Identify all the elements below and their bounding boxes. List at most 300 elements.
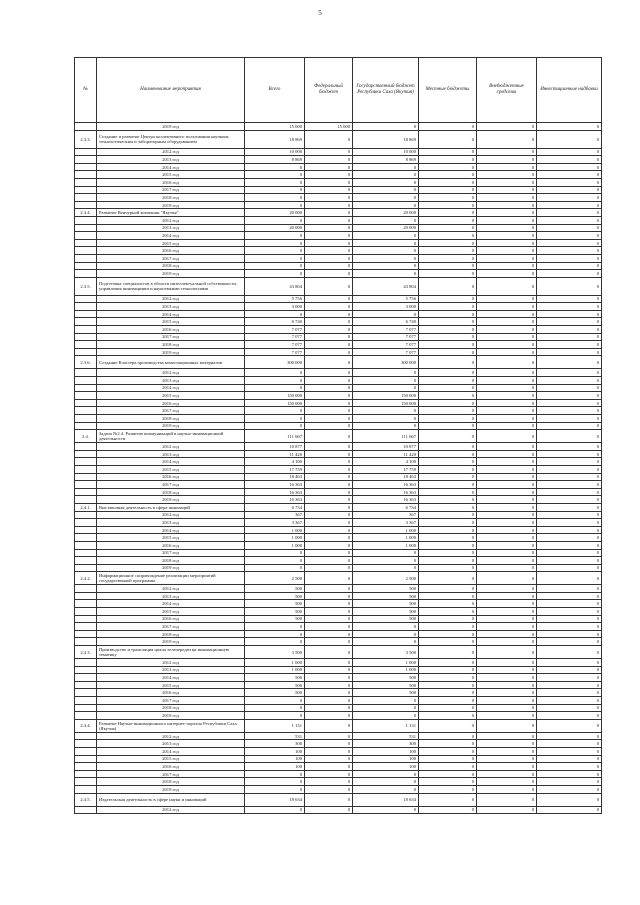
cell-extrabudget: 0 (477, 496, 537, 504)
cell-code (75, 254, 97, 262)
cell-name: 2015 год (97, 171, 245, 179)
cell-republic: 300 000 (353, 356, 419, 369)
table-row (75, 422, 602, 430)
cell-local: 0 (419, 232, 477, 240)
cell-federal: 0 (305, 519, 353, 527)
cell-investment: 0 (537, 369, 602, 377)
cell-investment: 0 (537, 430, 602, 443)
cell-local: 0 (419, 148, 477, 156)
cell-local: 0 (419, 369, 477, 377)
cell-extrabudget: 0 (477, 747, 537, 755)
cell-total: 0 (245, 770, 305, 778)
cell-investment: 0 (537, 303, 602, 311)
cell-local: 0 (419, 778, 477, 786)
table-row (75, 793, 602, 806)
cell-extrabudget: 0 (477, 318, 537, 326)
cell-code (75, 785, 97, 793)
cell-local: 0 (419, 615, 477, 623)
cell-federal: 0 (305, 770, 353, 778)
cell-local: 0 (419, 747, 477, 755)
cell-republic: 0 (353, 770, 419, 778)
cell-republic: 20 000 (353, 224, 419, 232)
cell-investment: 0 (537, 318, 602, 326)
cell-federal: 0 (305, 178, 353, 186)
cell-extrabudget: 0 (477, 659, 537, 667)
cell-name: 2012 год (97, 659, 245, 667)
cell-federal: 0 (305, 458, 353, 466)
cell-local: 0 (419, 473, 477, 481)
cell-extrabudget: 0 (477, 646, 537, 659)
cell-republic: 531 (353, 732, 419, 740)
cell-investment: 0 (537, 171, 602, 179)
cell-federal: 0 (305, 369, 353, 377)
cell-total: 0 (245, 549, 305, 557)
cell-name: 2018 год (97, 194, 245, 202)
cell-investment: 0 (537, 216, 602, 224)
cell-republic: 6 734 (353, 503, 419, 511)
cell-investment: 0 (537, 465, 602, 473)
cell-code (75, 585, 97, 593)
cell-republic: 7 077 (353, 333, 419, 341)
cell-name: 2012 год (97, 295, 245, 303)
cell-federal: 0 (305, 399, 353, 407)
cell-name: 2012 год (97, 806, 245, 814)
table-row (75, 130, 602, 148)
table-row (75, 148, 602, 156)
cell-total: 500 (245, 615, 305, 623)
cell-code (75, 171, 97, 179)
cell-total: 2 500 (245, 572, 305, 585)
cell-local: 0 (419, 623, 477, 631)
cell-total: 500 (245, 608, 305, 616)
cell-total: 0 (245, 407, 305, 415)
table-row (75, 732, 602, 740)
table-row (75, 194, 602, 202)
cell-investment: 0 (537, 704, 602, 712)
cell-extrabudget: 0 (477, 216, 537, 224)
table-row (75, 216, 602, 224)
cell-republic: 500 (353, 674, 419, 682)
cell-total: 100 (245, 755, 305, 763)
table-row (75, 763, 602, 771)
cell-investment: 0 (537, 615, 602, 623)
header-row (75, 58, 602, 123)
cell-name: Развитие Венчурной компании "Якутия" (97, 209, 245, 217)
cell-total: 0 (245, 232, 305, 240)
cell-name: 2015 год (97, 318, 245, 326)
cell-code (75, 341, 97, 349)
cell-federal: 0 (305, 384, 353, 392)
cell-code (75, 377, 97, 385)
cell-name: 2013 год (97, 450, 245, 458)
cell-investment: 0 (537, 148, 602, 156)
cell-code (75, 770, 97, 778)
table-row (75, 564, 602, 572)
cell-republic: 0 (353, 778, 419, 786)
cell-extrabudget: 0 (477, 488, 537, 496)
cell-extrabudget: 0 (477, 163, 537, 171)
cell-federal: 0 (305, 430, 353, 443)
cell-name: 2012 год (97, 511, 245, 519)
cell-total: 0 (245, 638, 305, 646)
cell-federal: 0 (305, 377, 353, 385)
cell-local: 0 (419, 216, 477, 224)
cell-extrabudget: 0 (477, 326, 537, 334)
cell-extrabudget: 0 (477, 232, 537, 240)
cell-name: 2014 год (97, 384, 245, 392)
cell-total: 0 (245, 186, 305, 194)
cell-investment: 0 (537, 712, 602, 720)
cell-local: 0 (419, 277, 477, 295)
cell-name: 2013 год (97, 519, 245, 527)
cell-federal: 0 (305, 481, 353, 489)
cell-code (75, 450, 97, 458)
cell-federal: 0 (305, 209, 353, 217)
table-row (75, 392, 602, 400)
cell-local: 0 (419, 156, 477, 164)
cell-federal: 0 (305, 216, 353, 224)
cell-extrabudget: 0 (477, 666, 537, 674)
cell-local: 0 (419, 740, 477, 748)
cell-republic: 0 (353, 310, 419, 318)
cell-federal: 0 (305, 254, 353, 262)
cell-name: 2016 год (97, 689, 245, 697)
cell-code (75, 443, 97, 451)
cell-federal: 0 (305, 201, 353, 209)
cell-investment: 0 (537, 201, 602, 209)
cell-local: 0 (419, 646, 477, 659)
cell-federal: 0 (305, 806, 353, 814)
cell-investment: 0 (537, 572, 602, 585)
cell-local: 0 (419, 194, 477, 202)
cell-federal: 0 (305, 277, 353, 295)
cell-code (75, 348, 97, 356)
cell-name: 2019 год (97, 638, 245, 646)
cell-local: 0 (419, 458, 477, 466)
cell-code (75, 806, 97, 814)
table-row (75, 659, 602, 667)
table-row (75, 348, 602, 356)
cell-code (75, 310, 97, 318)
cell-local: 0 (419, 785, 477, 793)
table-row (75, 310, 602, 318)
cell-investment: 0 (537, 239, 602, 247)
cell-republic: 0 (353, 704, 419, 712)
cell-code (75, 369, 97, 377)
cell-republic: 500 (353, 592, 419, 600)
cell-republic: 0 (353, 232, 419, 240)
cell-investment: 0 (537, 186, 602, 194)
cell-republic: 150 000 (353, 392, 419, 400)
cell-republic: 0 (353, 270, 419, 278)
cell-federal: 0 (305, 348, 353, 356)
cell-total: 0 (245, 704, 305, 712)
cell-local: 0 (419, 689, 477, 697)
cell-local: 0 (419, 295, 477, 303)
cell-extrabudget: 0 (477, 430, 537, 443)
cell-investment: 0 (537, 623, 602, 631)
cell-name: 2014 год (97, 747, 245, 755)
cell-local: 0 (419, 564, 477, 572)
cell-investment: 0 (537, 630, 602, 638)
cell-local: 0 (419, 123, 477, 131)
cell-code (75, 262, 97, 270)
cell-federal: 0 (305, 600, 353, 608)
cell-republic: 150 000 (353, 399, 419, 407)
cell-code (75, 123, 97, 131)
table-row (75, 443, 602, 451)
cell-extrabudget: 0 (477, 310, 537, 318)
cell-code (75, 747, 97, 755)
cell-local: 0 (419, 770, 477, 778)
cell-code (75, 526, 97, 534)
cell-code (75, 615, 97, 623)
col-header-republic: Государственный бюджет Республики Саха (Якутия) (353, 58, 419, 123)
cell-total: 0 (245, 564, 305, 572)
cell-code (75, 623, 97, 631)
cell-investment: 0 (537, 156, 602, 164)
cell-investment: 0 (537, 407, 602, 415)
cell-local: 0 (419, 704, 477, 712)
cell-republic: 8 869 (353, 156, 419, 164)
cell-investment: 0 (537, 638, 602, 646)
cell-investment: 0 (537, 295, 602, 303)
cell-republic: 300 (353, 740, 419, 748)
cell-investment: 0 (537, 608, 602, 616)
cell-name: Издательская деятельность в сфере науки и инноваций (97, 793, 245, 806)
cell-name: 2019 год (97, 785, 245, 793)
cell-total: 0 (245, 239, 305, 247)
cell-federal: 0 (305, 295, 353, 303)
table-row (75, 646, 602, 659)
cell-local: 0 (419, 224, 477, 232)
cell-investment: 0 (537, 719, 602, 732)
cell-code (75, 473, 97, 481)
cell-investment: 0 (537, 326, 602, 334)
cell-federal: 0 (305, 473, 353, 481)
table-row (75, 163, 602, 171)
cell-republic: 0 (353, 194, 419, 202)
cell-investment: 0 (537, 681, 602, 689)
cell-local: 0 (419, 503, 477, 511)
cell-investment: 0 (537, 422, 602, 430)
cell-name: 2017 год (97, 481, 245, 489)
cell-federal: 0 (305, 623, 353, 631)
cell-total: 43 804 (245, 277, 305, 295)
cell-republic: 7 077 (353, 348, 419, 356)
cell-total: 6 734 (245, 503, 305, 511)
cell-federal: 0 (305, 572, 353, 585)
cell-extrabudget: 0 (477, 481, 537, 489)
cell-republic: 0 (353, 785, 419, 793)
cell-name: 2012 год (97, 732, 245, 740)
cell-code (75, 239, 97, 247)
cell-republic: 0 (353, 638, 419, 646)
cell-name: 2012 год (97, 216, 245, 224)
col-header-number: № (75, 58, 97, 123)
table-row (75, 770, 602, 778)
cell-federal: 0 (305, 564, 353, 572)
table-row (75, 534, 602, 542)
cell-total: 1 000 (245, 526, 305, 534)
cell-republic: 0 (353, 201, 419, 209)
cell-republic: 2 500 (353, 572, 419, 585)
cell-republic: 18 869 (353, 130, 419, 148)
table-row (75, 384, 602, 392)
cell-investment: 0 (537, 333, 602, 341)
cell-federal: 0 (305, 674, 353, 682)
cell-code: 2.4.5. (75, 793, 97, 806)
cell-federal: 0 (305, 666, 353, 674)
table-row (75, 295, 602, 303)
cell-name: 2019 год (97, 496, 245, 504)
cell-republic: 0 (353, 549, 419, 557)
cell-code (75, 303, 97, 311)
cell-name: 2016 год (97, 399, 245, 407)
cell-federal: 0 (305, 224, 353, 232)
cell-total: 0 (245, 247, 305, 255)
cell-code: 2.4.4. (75, 719, 97, 732)
cell-local: 0 (419, 638, 477, 646)
cell-code (75, 224, 97, 232)
cell-republic: 0 (353, 623, 419, 631)
cell-name: 2014 год (97, 232, 245, 240)
cell-total: 7 077 (245, 348, 305, 356)
table-row (75, 740, 602, 748)
cell-investment: 0 (537, 262, 602, 270)
cell-local: 0 (419, 763, 477, 771)
cell-federal: 0 (305, 615, 353, 623)
cell-investment: 0 (537, 747, 602, 755)
cell-republic: 18 463 (353, 473, 419, 481)
table-row (75, 377, 602, 385)
cell-extrabudget: 0 (477, 623, 537, 631)
cell-name: 2019 год (97, 564, 245, 572)
cell-federal: 0 (305, 326, 353, 334)
cell-total: 367 (245, 511, 305, 519)
cell-local: 0 (419, 572, 477, 585)
cell-investment: 0 (537, 443, 602, 451)
table-row (75, 407, 602, 415)
cell-federal: 0 (305, 503, 353, 511)
cell-extrabudget: 0 (477, 732, 537, 740)
cell-republic: 1 000 (353, 666, 419, 674)
cell-total: 6 740 (245, 318, 305, 326)
table-row (75, 572, 602, 585)
cell-local: 0 (419, 178, 477, 186)
cell-name: Информационное сопровождение реализации мероприятий государственной программы (97, 572, 245, 585)
cell-investment: 0 (537, 770, 602, 778)
cell-federal: 0 (305, 333, 353, 341)
cell-federal: 0 (305, 356, 353, 369)
cell-code (75, 600, 97, 608)
cell-investment: 0 (537, 450, 602, 458)
cell-extrabudget: 0 (477, 608, 537, 616)
cell-local: 0 (419, 712, 477, 720)
cell-name: 2018 год (97, 630, 245, 638)
cell-total: 0 (245, 377, 305, 385)
cell-republic: 16 363 (353, 496, 419, 504)
cell-extrabudget: 0 (477, 171, 537, 179)
cell-total: 0 (245, 178, 305, 186)
cell-name: 2018 год (97, 778, 245, 786)
cell-extrabudget: 0 (477, 239, 537, 247)
cell-name: 2014 год (97, 163, 245, 171)
cell-extrabudget: 0 (477, 564, 537, 572)
cell-total: 7 077 (245, 333, 305, 341)
cell-investment: 0 (537, 592, 602, 600)
cell-local: 0 (419, 399, 477, 407)
cell-republic: 500 (353, 681, 419, 689)
cell-investment: 0 (537, 310, 602, 318)
cell-republic: 10 000 (353, 148, 419, 156)
cell-republic: 3 000 (353, 303, 419, 311)
cell-code (75, 465, 97, 473)
cell-federal: 0 (305, 232, 353, 240)
cell-investment: 0 (537, 519, 602, 527)
cell-federal: 0 (305, 732, 353, 740)
cell-total: 18 869 (245, 130, 305, 148)
cell-investment: 0 (537, 600, 602, 608)
cell-investment: 0 (537, 163, 602, 171)
cell-republic: 500 (353, 585, 419, 593)
cell-republic: 1 000 (353, 659, 419, 667)
cell-extrabudget: 0 (477, 689, 537, 697)
cell-name: 2012 год (97, 443, 245, 451)
cell-federal: 0 (305, 534, 353, 542)
cell-extrabudget: 0 (477, 630, 537, 638)
cell-name: 2017 год (97, 333, 245, 341)
cell-republic: 0 (353, 186, 419, 194)
cell-total: 0 (245, 557, 305, 565)
cell-federal: 0 (305, 156, 353, 164)
cell-local: 0 (419, 519, 477, 527)
cell-republic: 100 (353, 763, 419, 771)
table-row (75, 481, 602, 489)
cell-name: 2013 год (97, 666, 245, 674)
cell-extrabudget: 0 (477, 719, 537, 732)
cell-code (75, 295, 97, 303)
cell-code: 2.3.5. (75, 277, 97, 295)
table-row (75, 526, 602, 534)
cell-republic: 0 (353, 262, 419, 270)
cell-total: 11 420 (245, 450, 305, 458)
cell-code (75, 681, 97, 689)
cell-extrabudget: 0 (477, 148, 537, 156)
cell-extrabudget: 0 (477, 356, 537, 369)
cell-federal: 0 (305, 392, 353, 400)
table-row (75, 473, 602, 481)
cell-republic: 3 367 (353, 519, 419, 527)
cell-extrabudget: 0 (477, 638, 537, 646)
cell-federal: 0 (305, 163, 353, 171)
col-header-investment: Инвестиционные надбавки (537, 58, 602, 123)
cell-republic: 500 (353, 608, 419, 616)
cell-extrabudget: 0 (477, 443, 537, 451)
cell-republic: 5 756 (353, 295, 419, 303)
cell-local: 0 (419, 674, 477, 682)
cell-extrabudget: 0 (477, 511, 537, 519)
cell-local: 0 (419, 326, 477, 334)
cell-total: 18 634 (245, 793, 305, 806)
cell-extrabudget: 0 (477, 178, 537, 186)
cell-total: 0 (245, 630, 305, 638)
table-row (75, 277, 602, 295)
cell-name: 2015 год (97, 608, 245, 616)
cell-local: 0 (419, 209, 477, 217)
cell-name: 2019 год (97, 201, 245, 209)
cell-total: 16 363 (245, 496, 305, 504)
